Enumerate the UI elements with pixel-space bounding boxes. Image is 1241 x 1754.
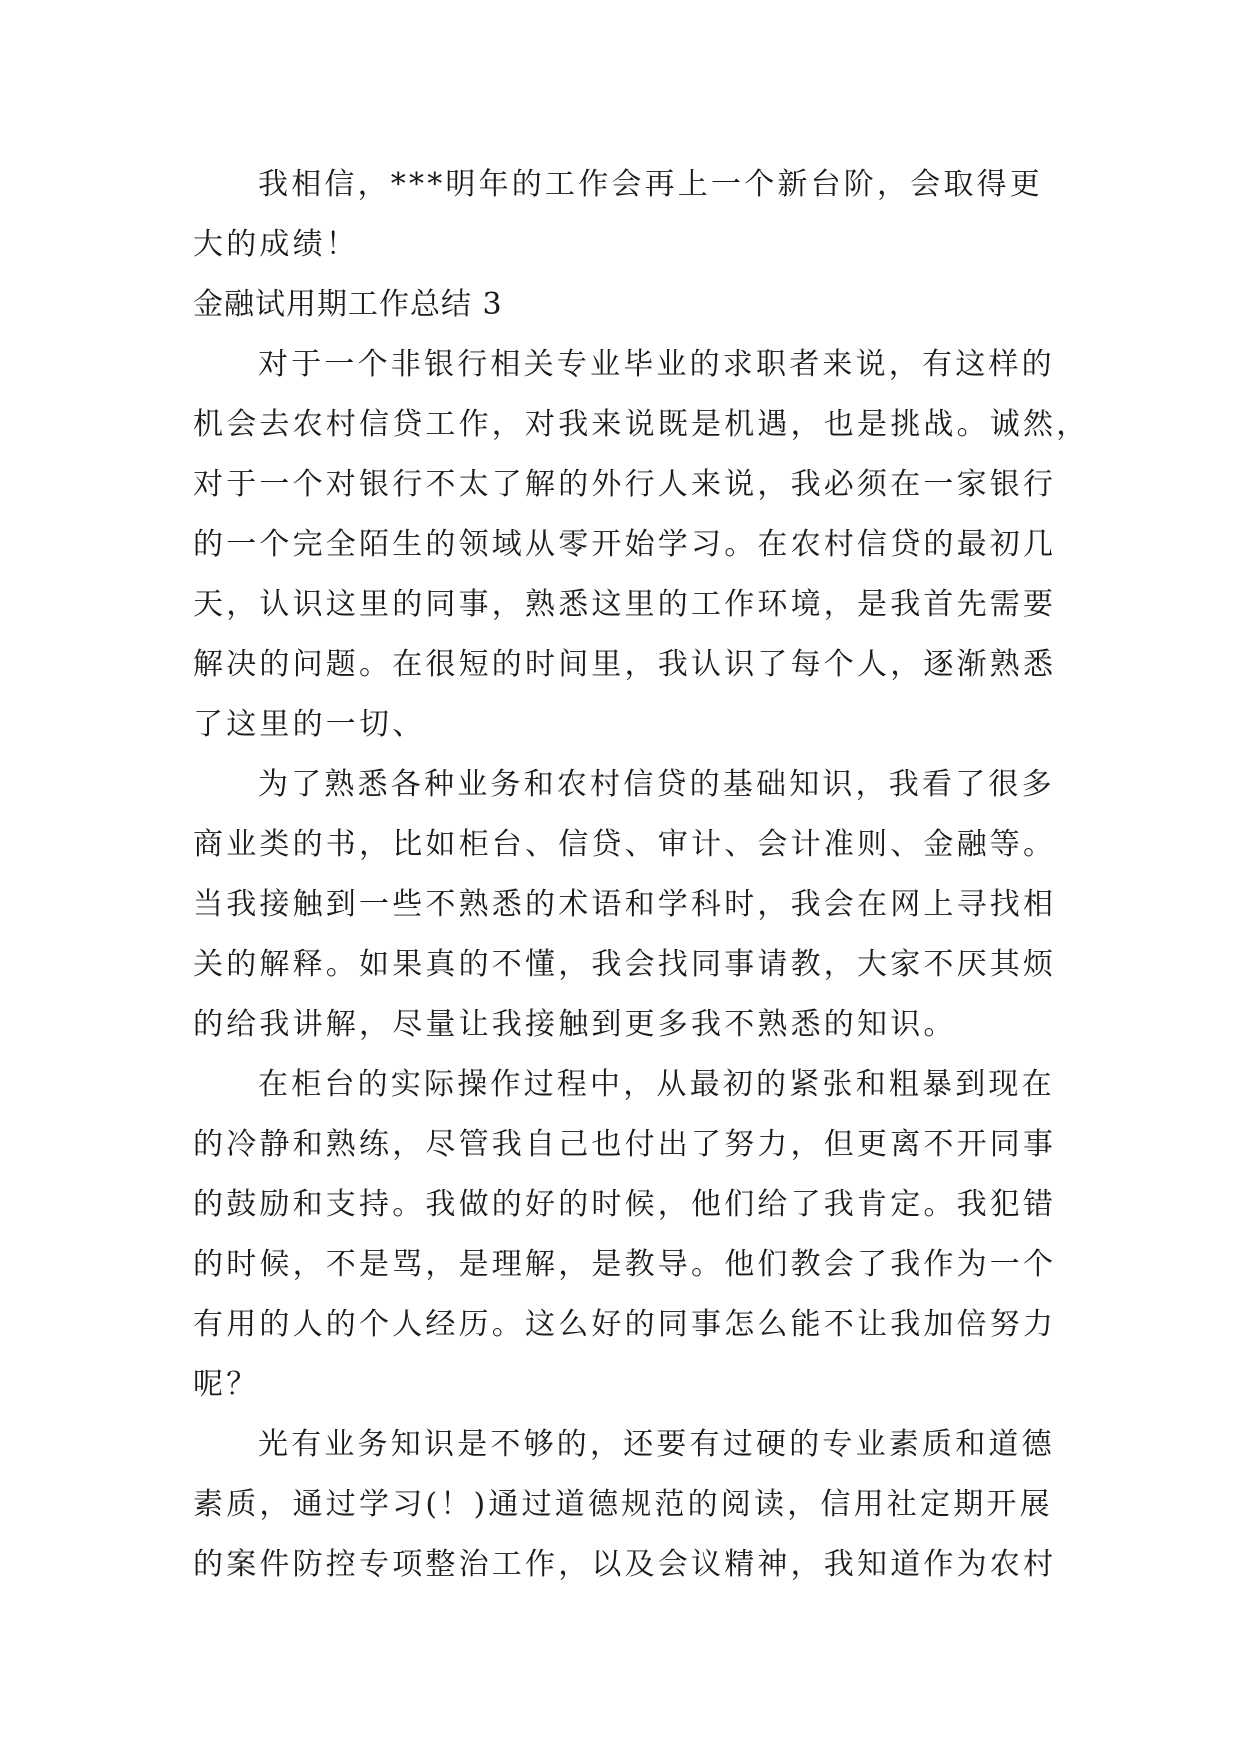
text-line: 了这里的一切、	[193, 707, 426, 742]
text-line: 商业类的书，比如柜台、信贷、审计、会计准则、金融等。	[193, 827, 1057, 862]
text-line: 的鼓励和支持。我做的好的时候，他们给了我肯定。我犯错	[193, 1187, 1057, 1222]
text-line: 的一个完全陌生的领域从零开始学习。在农村信贷的最初几	[193, 527, 1057, 562]
text-line: 呢？	[193, 1367, 260, 1402]
text-line: 对于一个对银行不太了解的外行人来说，我必须在一家银行	[193, 467, 1057, 502]
text-line: 为了熟悉各种业务和农村信贷的基础知识，我看了很多	[258, 767, 1055, 802]
text-line: 的案件防控专项整治工作，以及会议精神，我知道作为农村	[193, 1547, 1057, 1582]
section-heading: 金融试用期工作总结 3	[193, 287, 503, 322]
text-line: 对于一个非银行相关专业毕业的求职者来说，有这样的	[258, 347, 1055, 382]
text-line: 当我接触到一些不熟悉的术语和学科时，我会在网上寻找相	[193, 887, 1057, 922]
text-line: 的冷静和熟练，尽管我自己也付出了努力，但更离不开同事	[193, 1127, 1057, 1162]
text-line: 我相信，***明年的工作会再上一个新台阶，会取得更	[258, 167, 1043, 202]
text-line: 大的成绩！	[193, 227, 359, 262]
text-line: 在柜台的实际操作过程中，从最初的紧张和粗暴到现在	[258, 1067, 1055, 1102]
text-line: 机会去农村信贷工作，对我来说既是机遇，也是挑战。诚然，	[193, 407, 1090, 442]
text-line: 关的解释。如果真的不懂，我会找同事请教，大家不厌其烦	[193, 947, 1057, 982]
text-line: 天，认识这里的同事，熟悉这里的工作环境，是我首先需要	[193, 587, 1057, 622]
text-line: 有用的人的个人经历。这么好的同事怎么能不让我加倍努力	[193, 1307, 1057, 1342]
text-line: 素质，通过学习(！)通过道德规范的阅读，信用社定期开展	[193, 1487, 1053, 1522]
text-line: 光有业务知识是不够的，还要有过硬的专业素质和道德	[258, 1427, 1055, 1462]
text-line: 的时候，不是骂，是理解，是教导。他们教会了我作为一个	[193, 1247, 1057, 1282]
text-line: 解决的问题。在很短的时间里，我认识了每个人，逐渐熟悉	[193, 647, 1057, 682]
text-line: 的给我讲解，尽量让我接触到更多我不熟悉的知识。	[193, 1007, 957, 1042]
